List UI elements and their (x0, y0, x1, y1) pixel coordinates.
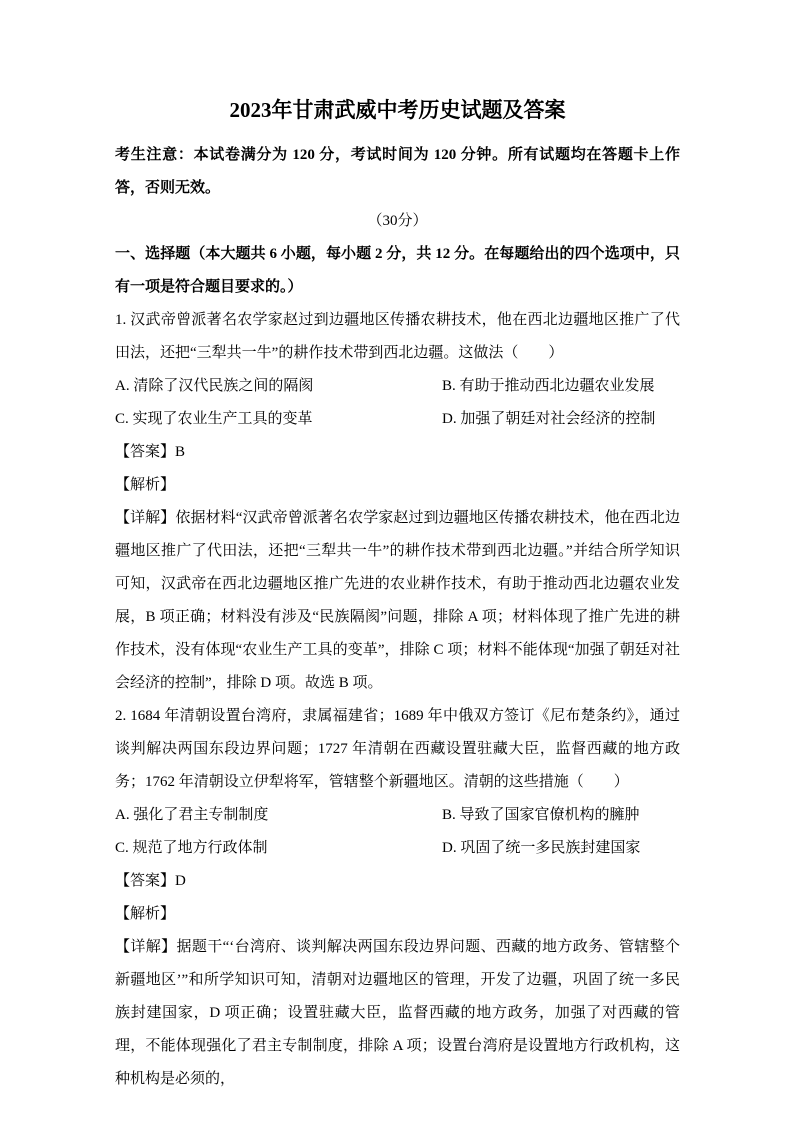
question-1-options-row-ab (115, 370, 680, 403)
question-2-option-c: C. 规范了地方行政体制 (115, 840, 268, 857)
question-1-option-c: C. 实现了农业生产工具的变革 (115, 411, 313, 428)
document-title: 2023年甘肃武威中考历史试题及答案 (229, 98, 566, 122)
question-1-analysis-label: 【解析】 (115, 477, 176, 494)
question-1-detail-paragraph: 【详解】依据材料“汉武帝曾派著名农学家赵过到边疆地区传播农耕技术，他在西北边疆地区推广了代田法，还把“三犁共一牛”的耕作技术带到西北边疆。”并结合所学知识可知，汉武帝在西北边疆地区推广先进的农业耕作技术，有助于推动西北边疆农业发展，B 项正确；材料没有涉及“民族隔阂”问题，排除 A 项；材料体现了推广先进的耕作技术，没有体现“农业生产工具的变革”，排除 C 项；材料不能体现“加强了朝廷对社会经济的控制”，排除 D 项。故选 B 项。 (115, 510, 680, 692)
question-1-stem: 1. 汉武帝曾派著名农学家赵过到边疆地区传播农耕技术，他在西北边疆地区推广了代田法，还把“三犁共一牛”的耕作技术带到西北边疆。这做法（ ） (115, 312, 680, 362)
section-header: 一、选择题（本大题共 6 小题，每小题 2 分，共 12 分。在每题给出的四个选项中，只有一项是符合题目要求的。） (115, 246, 680, 296)
question-1-option-d: D. 加强了朝廷对社会经济的控制 (442, 411, 656, 428)
question-2-analysis-label: 【解析】 (115, 906, 176, 923)
question-2-stem: 2. 1684 年清朝设置台湾府，隶属福建省；1689 年中俄双方签订《尼布楚条约》，通过谈判解决两国东段边界问题；1727 年清朝在西藏设置驻藏大臣，监督西藏的地方政务；1762 年清朝设立伊犁将军，管辖整个新疆地区。清朝的这些措施（ ） (115, 708, 680, 791)
question-1-answer-line: 【答案】B (115, 444, 186, 461)
candidate-notice: 考生注意：本试卷满分为 120 分，考试时间为 120 分钟。所有试题均在答题卡上作答，否则无效。 (115, 147, 680, 197)
question-1-option-b: B. 有助于推动西北边疆农业发展 (442, 378, 655, 395)
question-1-options-row-cd (115, 403, 680, 436)
question-2-option-a: A. 强化了君主专制制度 (115, 807, 269, 824)
question-2-options-row-ab (115, 799, 680, 832)
score-line: （30分） (367, 213, 428, 230)
question-1 (115, 304, 680, 700)
question-2-answer-line: 【答案】D (115, 873, 186, 890)
question-2-option-d: D. 巩固了统一多民族封建国家 (442, 840, 641, 857)
question-2-detail-paragraph: 【详解】据题干“‘台湾府、谈判解决两国东段边界问题、西藏的地方政务、管辖整个新疆地区’”和所学知识可知，清朝对边疆地区的管理，开发了边疆，巩固了统一多民族封建国家，D 项正确；设置驻藏大臣，监督西藏的地方政务，加强了对西藏的管理，不能体现强化了君主专制制度，排除 A 项；设置台湾府是设置地方行政机构，这种机构是必须的， (115, 939, 680, 1088)
question-2 (115, 700, 680, 1096)
question-2-option-b: B. 导致了国家官僚机构的臃肿 (442, 807, 640, 824)
question-1-option-a: A. 清除了汉代民族之间的隔阂 (115, 378, 314, 395)
question-2-options-row-cd (115, 832, 680, 865)
